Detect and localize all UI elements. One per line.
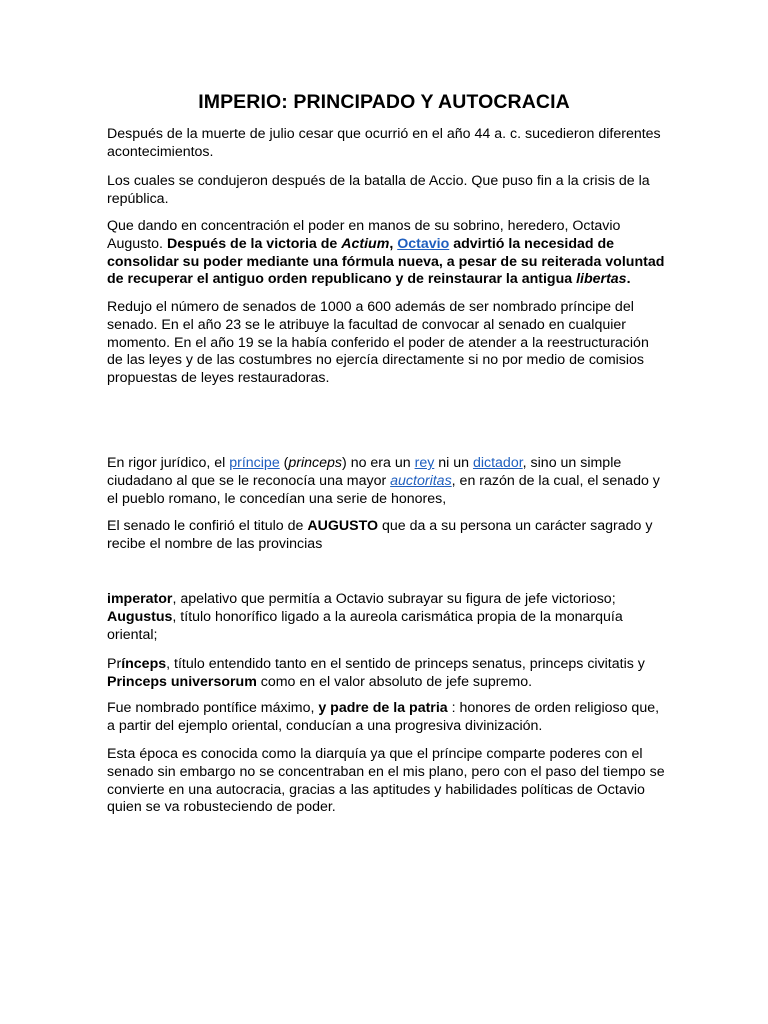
paragraph-9-c: : honores de orden religioso que, a partir del ejemplo oriental, conducían a una progresiva divinización. xyxy=(107,700,660,734)
paragraph-6 xyxy=(107,518,665,554)
paragraph-7 xyxy=(107,591,665,644)
paragraph-9 xyxy=(107,700,665,736)
paragraph-3-bold xyxy=(107,236,664,288)
paragraph-1: Después de la muerte de julio cesar que ocurrió en el año 44 a. c. sucedieron diferentes acontecimientos. xyxy=(107,126,661,160)
paragraph-8 xyxy=(107,656,665,692)
libertas-italic: libertas xyxy=(576,271,627,288)
octavio-link[interactable]: Octavio xyxy=(397,235,450,252)
princeps-universorum-bold: Princeps universorum xyxy=(107,673,257,690)
augusto-bold: AUGUSTO xyxy=(307,518,379,534)
paragraph-7-b: , apelativo que permitía a Octavio subrayar su figura de jefe victorioso; xyxy=(172,591,616,607)
paragraph-3 xyxy=(107,218,665,289)
paragraph-5 xyxy=(107,455,665,508)
paragraph-5-g: , en razón de la cual, el senado y el pueblo romano, le concedían una serie de honores, xyxy=(107,472,660,507)
actium-italic: Actium xyxy=(341,235,390,252)
auctoritas-link[interactable]: auctoritas xyxy=(390,472,452,489)
paragraph-7-d: , título honorífico ligado a la aureola carismática propia de la monarquía oriental; xyxy=(107,608,623,643)
page-title: IMPERIO: PRINCIPADO Y AUTOCRACIA xyxy=(198,91,570,113)
paragraph-5-d: ) no era un xyxy=(342,455,415,471)
paragraph-8-c: , título entendido tanto en el sentido de princeps senatus, princeps civitatis y xyxy=(166,656,645,672)
paragraph-8-e: como en el valor absoluto de jefe supremo. xyxy=(256,673,533,690)
rey-link[interactable]: rey xyxy=(414,455,435,471)
inceps-bold: ínceps xyxy=(121,656,167,672)
paragraph-9-a: Fue nombrado pontífice máximo, xyxy=(107,700,319,716)
augustus-bold: Augustus xyxy=(107,608,173,625)
paragraph-6-a: El senado le confirió el titulo de xyxy=(107,518,308,534)
paragraph-3-bold-a: Después de la victoria de xyxy=(166,235,342,252)
padre-patria-bold: y padre de la patria xyxy=(318,700,448,716)
principe-link[interactable]: príncipe xyxy=(229,455,280,471)
paragraph-5-f: , sino un simple ciudadano al que se le reconocía una mayor xyxy=(107,455,622,489)
paragraph-3-bold-e: advirtió la necesidad de consolidar su poder mediante una fórmula nueva, a pesar de su reiterada voluntad de recuperar el antiguo orden republicano y de reinstaurar la antigua xyxy=(107,235,665,288)
paragraph-8-a: Pr xyxy=(107,656,122,672)
imperator-bold: imperator xyxy=(107,591,173,607)
paragraph-5-e: ni un xyxy=(434,455,473,471)
princeps-italic: princeps xyxy=(288,455,343,471)
paragraph-3-bold-d: , xyxy=(389,235,398,252)
paragraph-5-b: ( xyxy=(279,455,289,471)
dictador-link[interactable]: dictador xyxy=(472,455,523,471)
paragraph-3-bold-g: . xyxy=(626,271,631,288)
paragraph-6-c: que da a su persona un carácter sagrado y recibe el nombre de las provincias xyxy=(107,518,653,552)
paragraph-10: Esta época es conocida como la diarquía ya que el príncipe comparte poderes con el senado sin embargo no se concentraban en el mis plano, pero con el paso del tiempo se convierte en una autocracia, gracias a las aptitudes y habilidades políticas de Octavio quien se va robusteciendo de poder. xyxy=(107,746,665,816)
paragraph-3-text: Que dando en concentración el poder en manos de su sobrino, heredero, Octavio Augusto. xyxy=(107,218,621,252)
paragraph-2: Los cuales se condujeron después de la batalla de Accio. Que puso fin a la crisis de la república. xyxy=(107,173,650,207)
paragraph-4: Redujo el número de senados de 1000 a 600 además de ser nombrado príncipe del senado. En el año 23 se le atribuye la facultad de convocar al senado en cualquier momento. En el año 19 se la había conferido el poder de atender a la reestructuración de las leyes y de las costumbres no ejercía directamente si no por medio de comisios propuestas de leyes restauradoras. xyxy=(107,299,649,387)
paragraph-5-a: En rigor jurídico, el xyxy=(107,455,230,471)
